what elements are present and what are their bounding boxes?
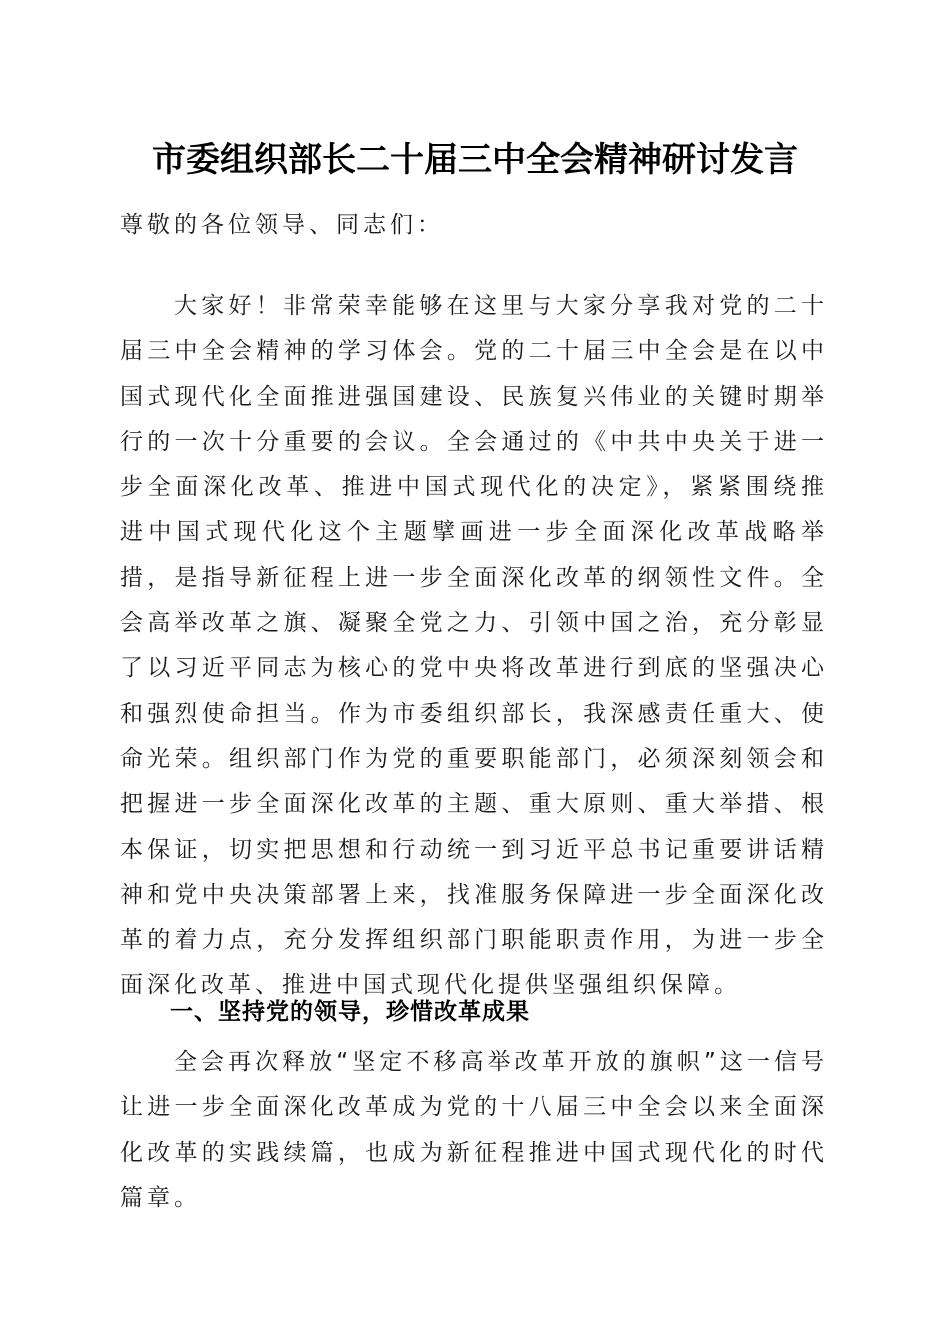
- section-paragraph: 全会再次释放“坚定不移高举改革开放的旗帜”这一信号让进一步全面深化改革成为党的十八届三中全会以来全面深化改革的实践续篇，也成为新征程推进中国式现代化的时代篇章。: [120, 1049, 828, 1211]
- section-heading: 一、坚持党的领导，珍惜改革成果: [170, 999, 530, 1025]
- intro-paragraph: 大家好！非常荣幸能够在这里与大家分享我对党的二十届三中全会精神的学习体会。党的二十届三中全会是在以中国式现代化全面推进强国建设、民族复兴伟业的关键时期举行的一次十分重要的会议。全会通过的《中共中央关于进一步全面深化改革、推进中国式现代化的决定》，紧紧围绕推进中国式现代化这个主题擘画进一步全面深化改革战略举措，是指导新征程上进一步全面深化改革的纲领性文件。全会高举改革之旗、凝聚全党之力、引领中国之治，充分彰显了以习近平同志为核心的党中央将改革进行到底的坚强决心和强烈使命担当。作为市委组织部长，我深感责任重大、使命光荣。组织部门作为党的重要职能部门，必须深刻领会和把握进一步全面深化改革的主题、重大原则、重大举措、根本保证，切实把思想和行动统一到习近平总书记重要讲话精神和党中央决策部署上来，找准服务保障进一步全面深化改革的着力点，充分发挥组织部门职能职责作用，为进一步全面深化改革、推进中国式现代化提供坚强组织保障。: [120, 293, 828, 999]
- salutation: 尊敬的各位领导、同志们：: [120, 212, 444, 238]
- document-title: 市委组织部长二十届三中全会精神研讨发言: [152, 140, 798, 180]
